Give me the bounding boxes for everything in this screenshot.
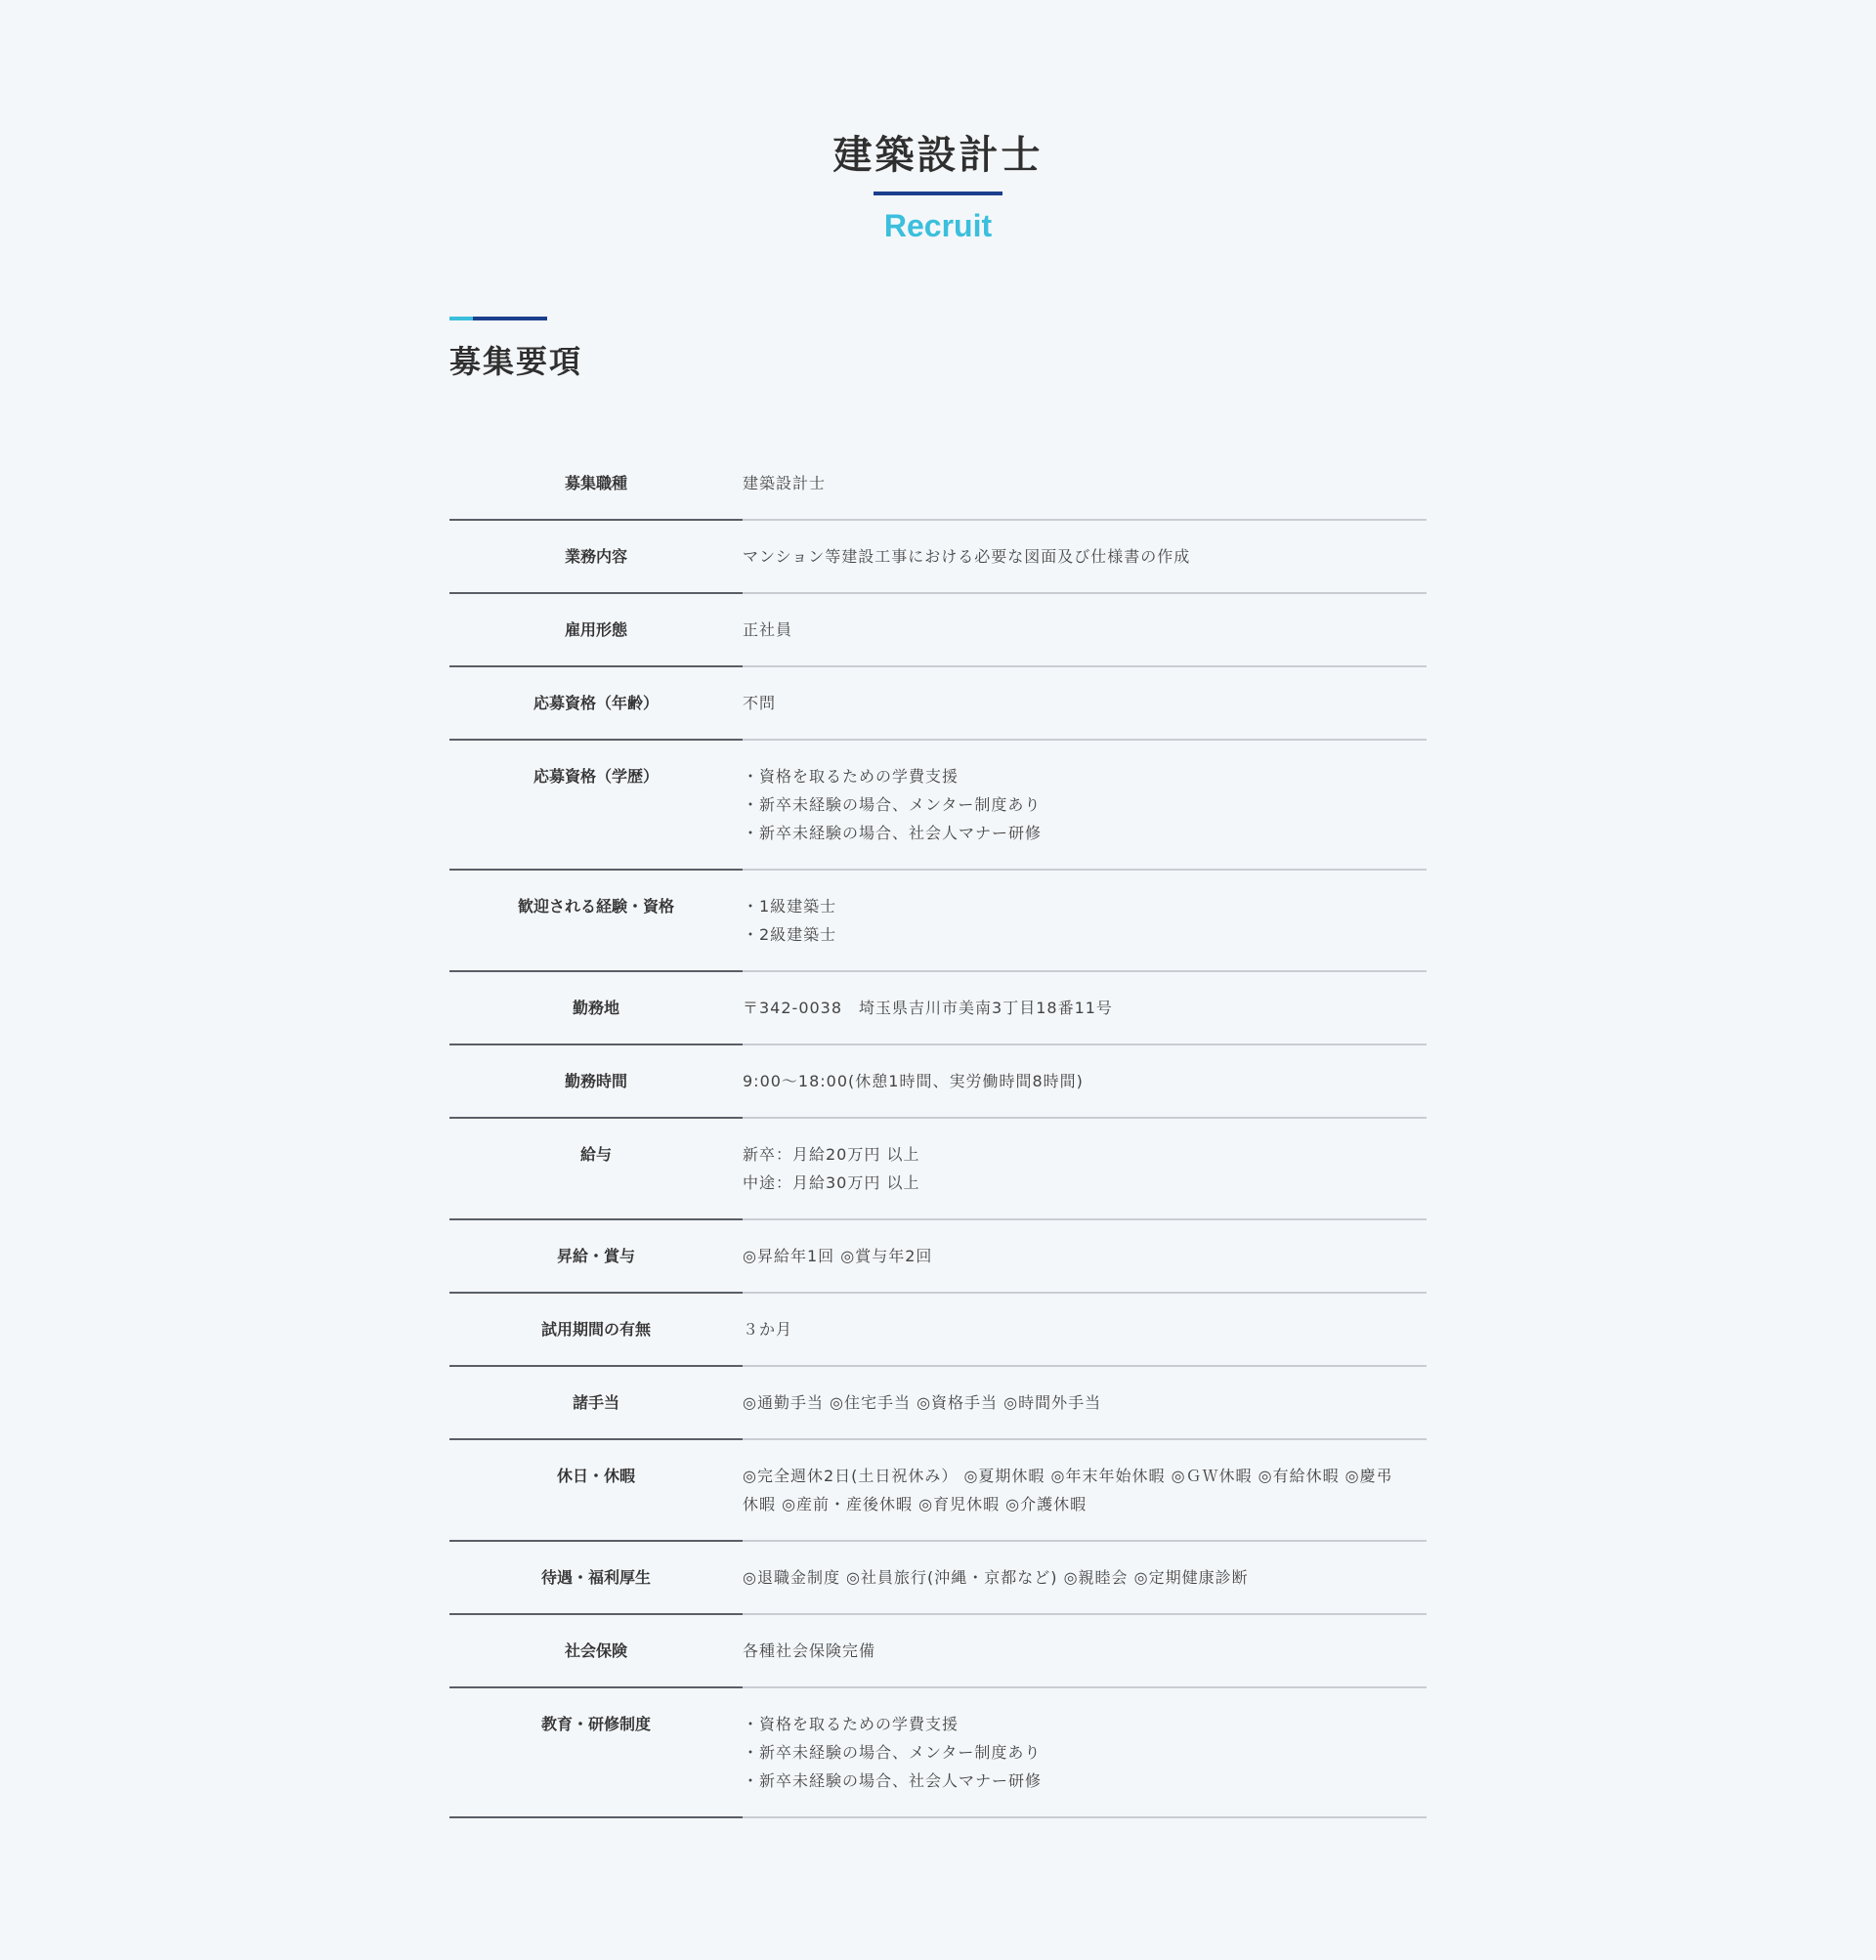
- row-value-line: 〒342-0038 埼玉県吉川市美南3丁目18番11号: [743, 999, 1113, 1017]
- table-row: [449, 1688, 1427, 1818]
- accent-navy-segment: [473, 317, 547, 320]
- table-row: [449, 447, 1427, 521]
- section-title: 募集要項: [449, 343, 583, 380]
- row-value-line: ・新卒未経験の場合、社会人マナー研修: [743, 1771, 1043, 1790]
- row-value-line: 不問: [743, 694, 777, 712]
- row-value: [743, 689, 1427, 717]
- row-value-line: ◎完全週休2日(土日祝休み） ◎夏期休暇 ◎年末年始休暇 ◎ＧＷ休暇 ◎有給休暇 ◎慶弔休暇 ◎産前・産後休暇 ◎育児休暇 ◎介護休暇: [743, 1467, 1393, 1513]
- row-value: [743, 542, 1427, 571]
- row-label: 応募資格（年齢）: [533, 694, 659, 712]
- row-value-line: 各種社会保険完備: [743, 1641, 876, 1660]
- row-value-line: 9:00～18:00(休憩1時間、実労働時間8時間): [743, 1072, 1084, 1090]
- row-value: [743, 892, 1427, 949]
- row-value-line: ◎昇給年1回 ◎賞与年2回: [743, 1247, 933, 1265]
- row-label: 休日・休暇: [556, 1467, 635, 1485]
- row-value-line: 正社員: [743, 620, 793, 639]
- row-value-line: 中途：月給30万円 以上: [743, 1173, 920, 1192]
- row-value-line: ・資格を取るための学費支援: [743, 1715, 959, 1733]
- row-value: [743, 469, 1427, 497]
- row-value-line: マンション等建設工事における必要な図面及び仕様書の作成: [743, 547, 1191, 566]
- table-row: [449, 594, 1427, 667]
- table-row: [449, 1440, 1427, 1542]
- row-value: [743, 1710, 1427, 1795]
- row-label: 勤務地: [572, 999, 619, 1017]
- row-value-line: ・新卒未経験の場合、メンター制度あり: [743, 795, 1042, 814]
- row-value-line: ３か月: [743, 1320, 793, 1339]
- row-value-line: ・新卒未経験の場合、社会人マナー研修: [743, 824, 1043, 842]
- row-value: [743, 1315, 1427, 1343]
- row-label: 歓迎される経験・資格: [517, 897, 674, 916]
- accent-cyan-segment: [449, 317, 473, 320]
- table-row: [449, 1542, 1427, 1615]
- row-label: 勤務時間: [564, 1072, 627, 1090]
- table-row: [449, 1220, 1427, 1294]
- row-value: [743, 616, 1427, 644]
- row-label: 諸手当: [572, 1393, 619, 1412]
- row-value-line: 建築設計士: [743, 474, 827, 492]
- page-header: [0, 129, 1876, 244]
- table-row: [449, 1119, 1427, 1220]
- table-row: [449, 1294, 1427, 1367]
- table-row: [449, 741, 1427, 871]
- row-value-line: 新卒：月給20万円 以上: [743, 1145, 920, 1164]
- row-value-line: ◎通勤手当 ◎住宅手当 ◎資格手当 ◎時間外手当: [743, 1393, 1102, 1412]
- row-label: 募集職種: [564, 474, 627, 492]
- row-label: 待遇・福利厚生: [540, 1568, 651, 1587]
- page-subtitle: Recruit: [883, 208, 993, 243]
- table-row: [449, 667, 1427, 741]
- row-value-line: ・資格を取るための学費支援: [743, 767, 959, 786]
- row-label: 業務内容: [564, 547, 627, 566]
- table-row: [449, 871, 1427, 972]
- row-value: [743, 1140, 1427, 1197]
- table-row: [449, 1045, 1427, 1119]
- row-value: [743, 1462, 1427, 1518]
- row-label: 教育・研修制度: [540, 1715, 651, 1733]
- row-value-line: ・新卒未経験の場合、メンター制度あり: [743, 1743, 1042, 1762]
- requirements-table: [449, 447, 1427, 1818]
- row-label: 社会保険: [564, 1641, 627, 1660]
- row-value-line: ・1級建築士: [743, 897, 837, 916]
- row-label: 試用期間の有無: [540, 1320, 651, 1339]
- row-value: [743, 1067, 1427, 1095]
- row-value: [743, 1637, 1427, 1665]
- page-title: 建築設計士: [832, 133, 1044, 178]
- section-accent-bar: [449, 317, 547, 320]
- recruitment-section: [449, 317, 1427, 1818]
- row-value: [743, 994, 1427, 1022]
- table-row: [449, 1367, 1427, 1440]
- row-value: [743, 762, 1427, 847]
- table-row: [449, 1615, 1427, 1688]
- table-row: [449, 521, 1427, 594]
- row-value: [743, 1242, 1427, 1270]
- row-value-line: ・2級建築士: [743, 925, 837, 944]
- row-label: 雇用形態: [564, 620, 627, 639]
- row-label: 給与: [579, 1145, 612, 1164]
- table-row: [449, 972, 1427, 1045]
- row-value: [743, 1563, 1427, 1592]
- row-value: [743, 1388, 1427, 1417]
- row-label: 応募資格（学歴）: [533, 767, 659, 786]
- title-underline: [874, 192, 1002, 195]
- row-value-line: ◎退職金制度 ◎社員旅行(沖縄・京都など) ◎親睦会 ◎定期健康診断: [743, 1568, 1249, 1587]
- row-label: 昇給・賞与: [556, 1247, 635, 1265]
